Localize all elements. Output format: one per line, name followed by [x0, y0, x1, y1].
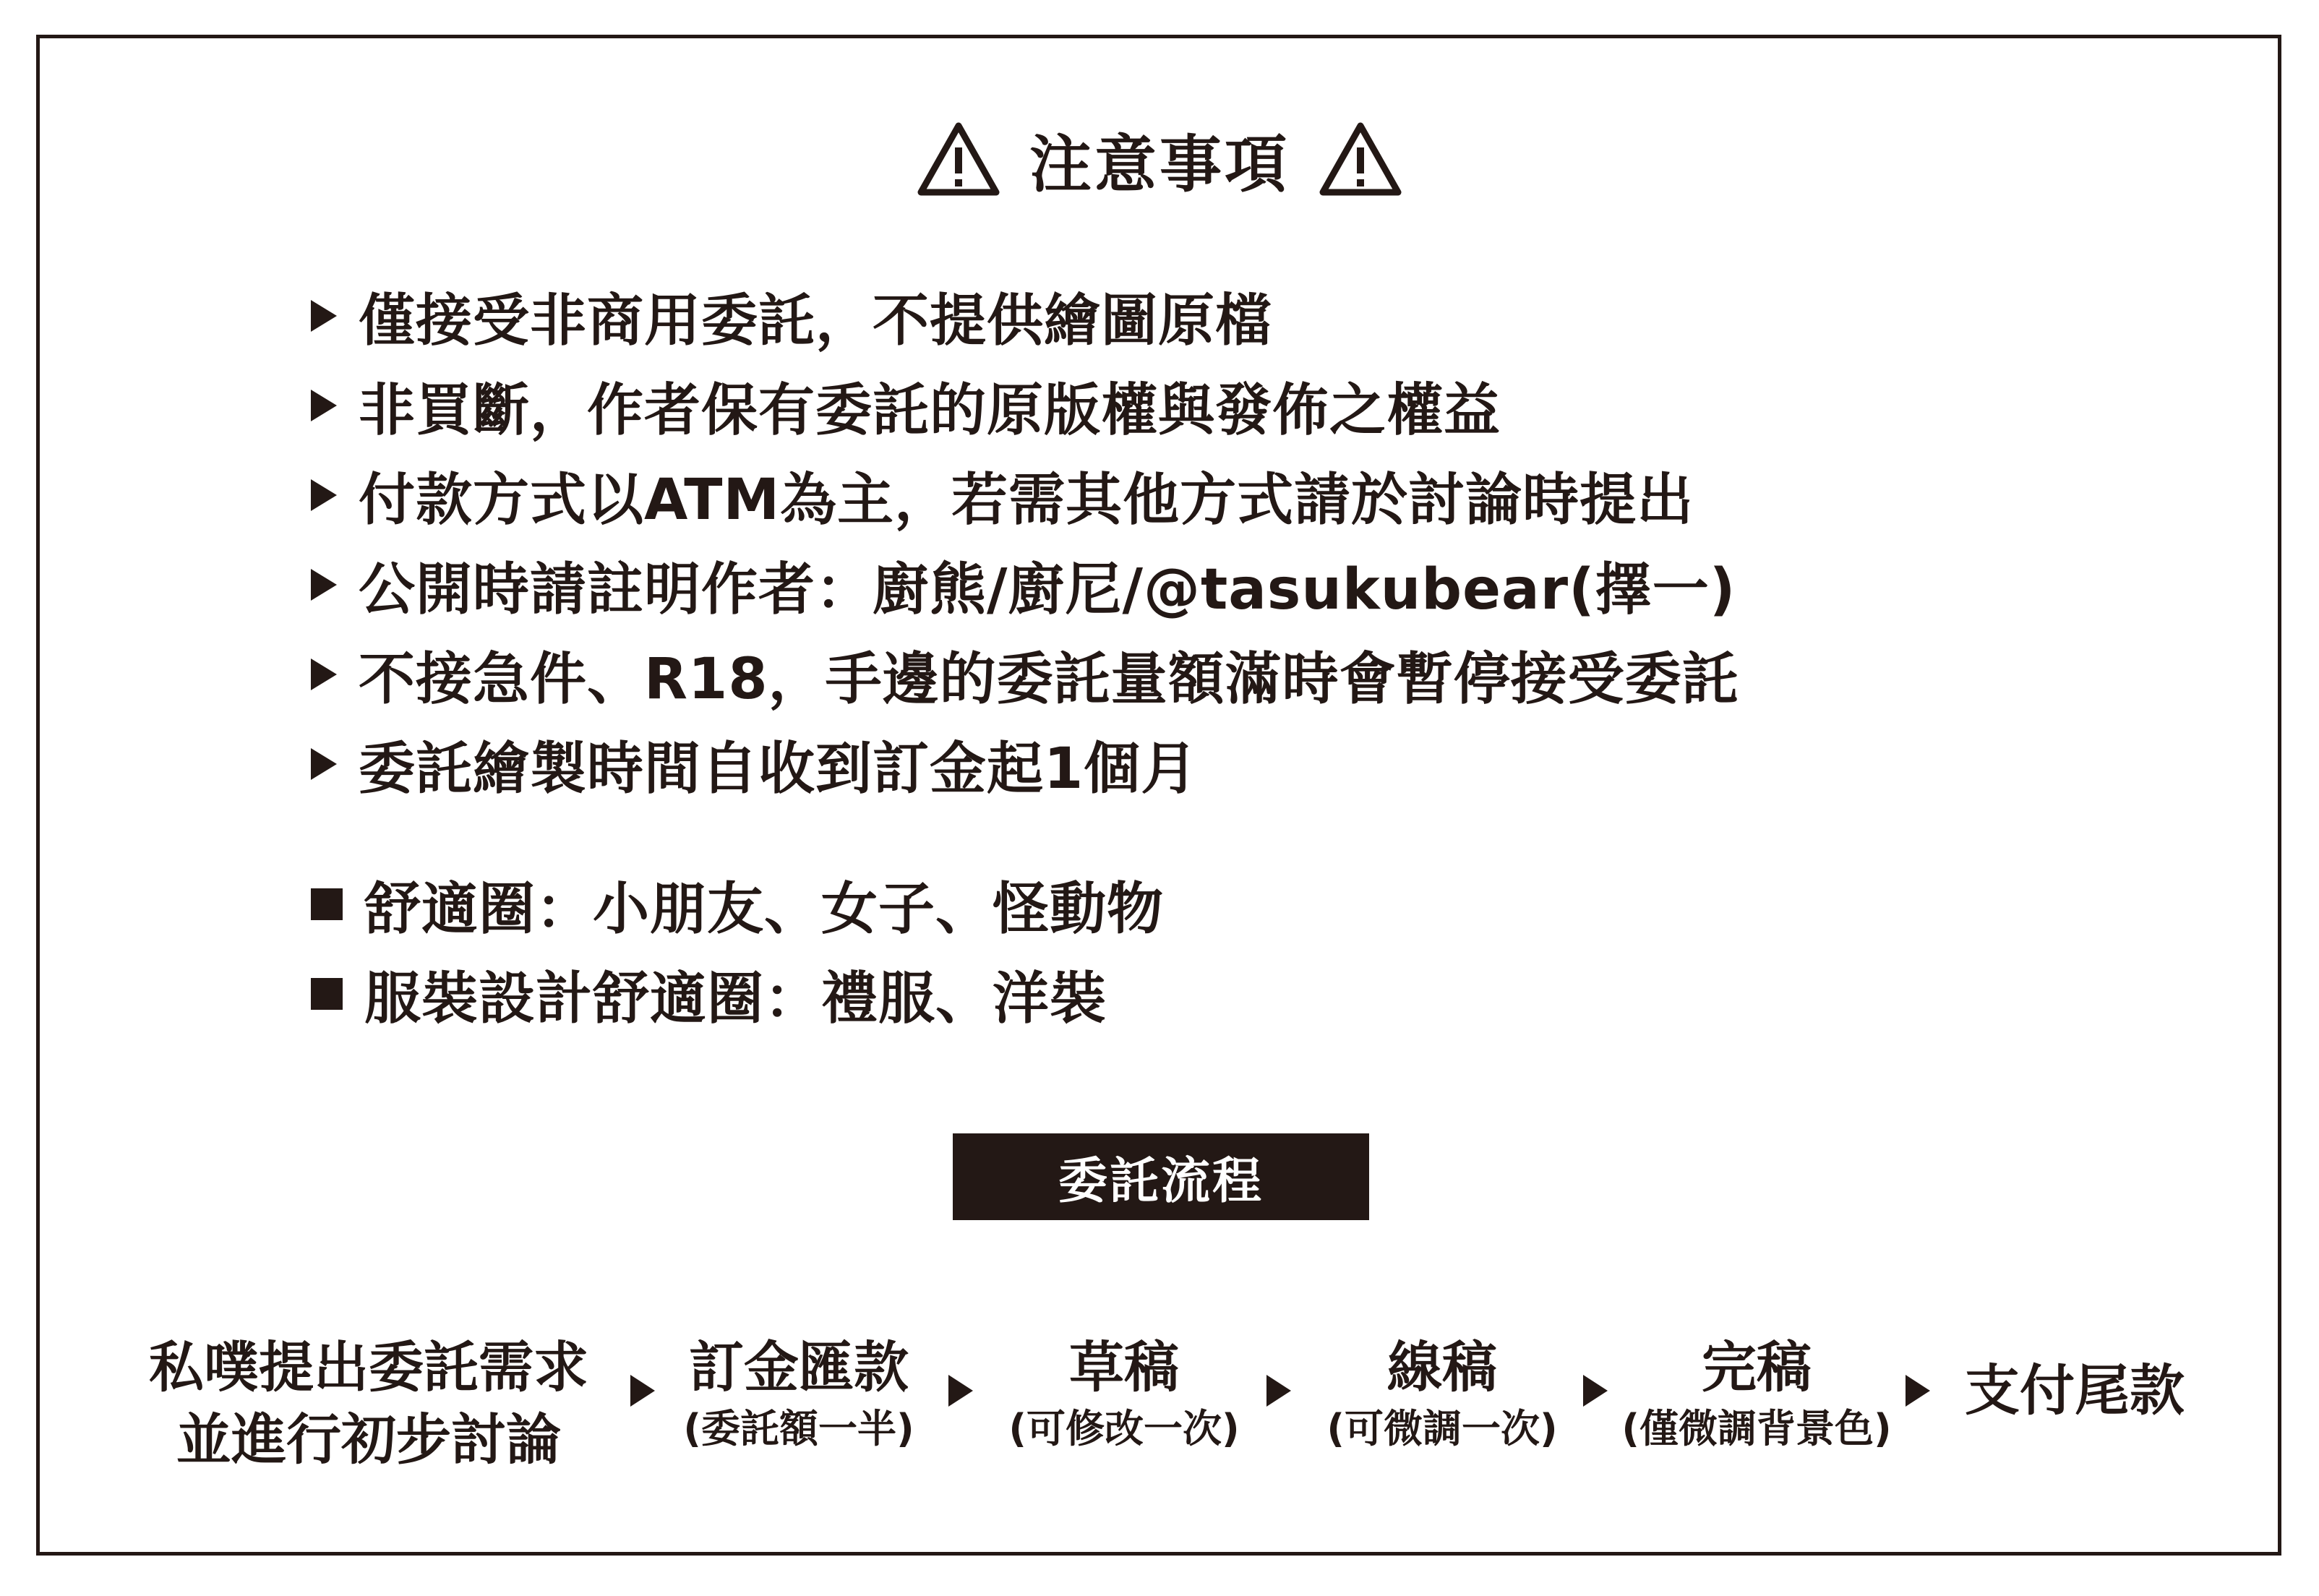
flow-step	[1308, 1331, 1576, 1454]
rule-text: 付款方式以ATM為主，若需其他方式請於討論時提出	[359, 468, 1694, 533]
flow-step-note: (可微調一次)	[1326, 1406, 1558, 1451]
flow-step-label: 並進行初步討論	[176, 1407, 561, 1472]
square-bullet-icon	[311, 978, 343, 1010]
rule-text: 僅接受非商用委託，不提供繪圖原檔	[359, 288, 1273, 353]
notice-title: 注意事項	[1029, 129, 1290, 201]
arrow-right-icon	[948, 1375, 973, 1407]
notice-header	[0, 114, 2319, 204]
warning-icon	[917, 121, 1000, 197]
flow-step	[990, 1331, 1258, 1454]
square-bullet-icon	[311, 888, 343, 920]
triangle-bullet-icon	[311, 300, 337, 332]
rule-text: 委託繪製時間自收到訂金起1個月	[359, 737, 1199, 802]
flow-step-label: 完稿	[1702, 1335, 1812, 1399]
triangle-bullet-icon	[311, 390, 337, 421]
flow-step-label: 訂金匯款	[689, 1335, 909, 1399]
rule-item	[311, 455, 1694, 535]
flow-step-note: (可修改一次)	[1008, 1406, 1240, 1451]
arrow-right-icon	[1906, 1375, 1930, 1407]
flow-step	[1612, 1331, 1901, 1454]
comfort-item	[311, 954, 1107, 1034]
triangle-bullet-icon	[311, 569, 337, 601]
flow-step-label: 支付尾款	[1965, 1358, 2185, 1423]
flow-step	[665, 1331, 933, 1454]
arrow-right-icon	[630, 1375, 655, 1407]
flow-step-label: 私噗提出委託需求	[149, 1335, 588, 1399]
flow-banner: 委託流程	[953, 1133, 1369, 1220]
triangle-bullet-icon	[311, 658, 337, 690]
rule-text: 公開時請註明作者：廚熊/廚尼/@tasukubear(擇一)	[359, 557, 1736, 622]
arrow-right-icon	[1266, 1375, 1291, 1407]
arrow-right-icon	[1583, 1375, 1608, 1407]
comfort-text: 舒適圈：小朋友、女子、怪動物	[364, 877, 1165, 942]
warning-icon	[1319, 121, 1402, 197]
rule-item	[311, 724, 1198, 804]
comfort-item	[311, 864, 1164, 944]
rule-item	[311, 366, 1501, 445]
comfort-text: 服裝設計舒適圈：禮服、洋裝	[364, 966, 1107, 1031]
triangle-bullet-icon	[311, 479, 337, 511]
rule-item	[311, 276, 1272, 356]
flow-step	[1945, 1355, 2205, 1427]
rule-text: 非買斷，作者保有委託的原版權與發佈之權益	[359, 378, 1501, 443]
rule-text: 不接急件、R18，手邊的委託量額滿時會暫停接受委託	[359, 647, 1739, 712]
flow-step-note: (委託額一半)	[683, 1406, 914, 1451]
rule-item	[311, 635, 1739, 714]
flow-step-label: 線稿	[1387, 1335, 1497, 1399]
flow-step	[130, 1331, 607, 1476]
triangle-bullet-icon	[311, 748, 337, 780]
flow-step-label: 草稿	[1069, 1335, 1179, 1399]
rule-item	[311, 545, 1736, 625]
flow-step-note: (僅微調背景色)	[1621, 1406, 1892, 1451]
